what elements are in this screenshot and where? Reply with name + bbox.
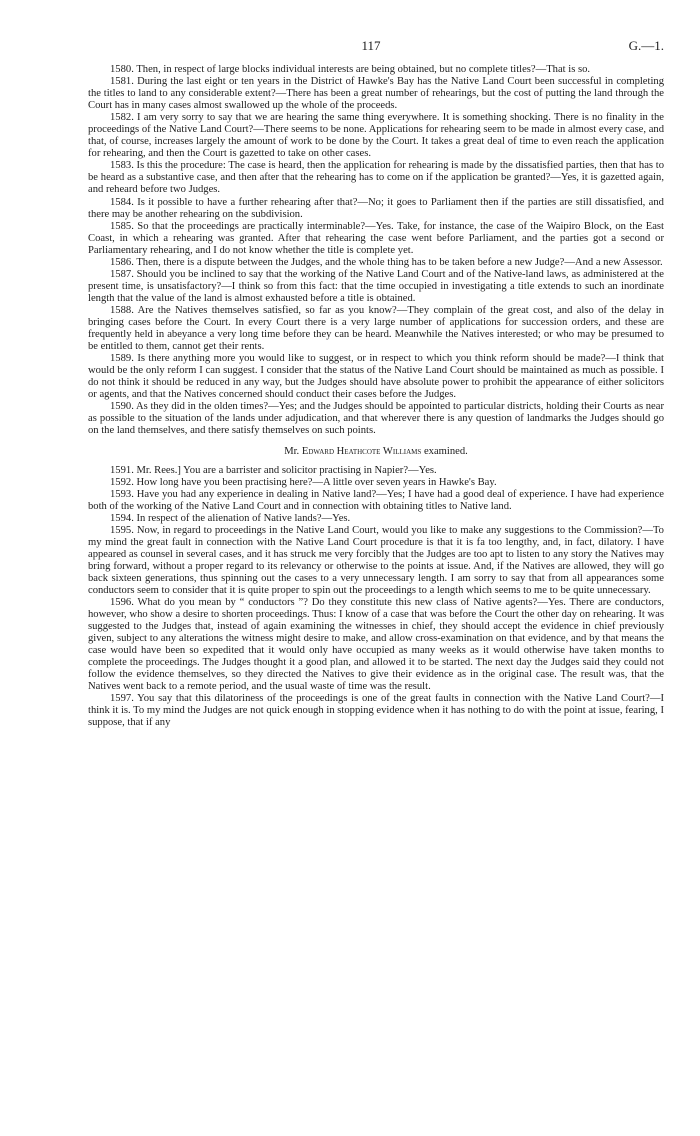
question-number: 1582. bbox=[110, 112, 134, 124]
question-number: 1597. bbox=[110, 693, 134, 705]
question-number: 1583. bbox=[110, 160, 134, 172]
question-text: I am very sorry to say that we are hearing the same thing everywhere. It is something shocking. There is no finality in the proceedings of the Native Land Court?—There seems to be none. Applications for rehearing seem to be made in almost every case, and that, of course, increases largely the amount of work to be done by the Court. It takes a great deal of time to even reach the application for rehearing, and then the Court is gazetted to take on other cases. bbox=[88, 112, 664, 160]
testimony-paragraph bbox=[88, 489, 664, 513]
question-text: Mr. Rees.] You are a barrister and solicitor practising in Napier?—Yes. bbox=[136, 464, 437, 476]
testimony-paragraph bbox=[88, 160, 664, 196]
question-number: 1595. bbox=[110, 524, 134, 536]
testimony-paragraph bbox=[88, 257, 664, 269]
testimony-paragraph bbox=[88, 597, 664, 693]
question-number: 1594. bbox=[110, 512, 134, 524]
testimony-section-one bbox=[88, 64, 664, 437]
question-text: Is there anything more you would like to suggest, or in respect to which you think reform should be made?—I think that would be the only reform I can suggest. I consider that the status of the Native Land Court should be maintained as much as possible. I do not think it should be reduced in any way, but the Judges should have absolute power to prohibit the appearance of either solicitors or agents, and that the Natives concerned should conduct their cases before the Judges. bbox=[88, 353, 664, 401]
witness-prefix: Mr. bbox=[284, 446, 300, 458]
question-text: Are the Natives themselves satisfied, so far as you know?—They complain of the great cost, and also of the delay in bringing cases before the Court. In every Court there is a very large number of applications for succession orders, and these are frequently held in abeyance a very long time before they can be heard. Meanwhile the Natives interested; or who may be presumed to be entitled to them, cannot get their rents. bbox=[88, 304, 664, 353]
testimony-paragraph bbox=[88, 693, 664, 729]
testimony-paragraph bbox=[88, 197, 664, 221]
testimony-paragraph bbox=[88, 64, 664, 76]
question-number: 1580. bbox=[110, 64, 134, 75]
question-number: 1584. bbox=[110, 196, 134, 208]
question-number: 1596. bbox=[110, 597, 134, 609]
testimony-paragraph bbox=[88, 513, 664, 525]
question-text: How long have you been practising here?—A little over seven years in Hawke's Bay. bbox=[136, 476, 497, 488]
question-text: In respect of the alienation of Native lands?—Yes. bbox=[136, 512, 351, 524]
testimony-paragraph bbox=[88, 465, 664, 477]
testimony-paragraph bbox=[88, 76, 664, 112]
testimony-paragraph bbox=[88, 112, 664, 160]
question-text: Then, there is a dispute between the Judges, and the whole thing has to be taken before a new Judge?—And a new Assessor. bbox=[136, 256, 663, 268]
question-text: Is it possible to have a further rehearing after that?—No; it goes to Parliament then if the parties are still dissatisfied, and there may be another rehearing on the subdivision. bbox=[88, 196, 664, 220]
question-number: 1591. bbox=[110, 464, 134, 476]
question-text: Should you be inclined to say that the working of the Native Land Court and of the Native-land laws, as administered at the present time, is unsatisfactory?—I think so from this fact: that the time occupied in investigating a title extends to such an inordinate length that the value of the land is almost exhausted before a title is obtained. bbox=[88, 268, 665, 304]
question-number: 1593. bbox=[110, 488, 134, 500]
testimony-paragraph bbox=[88, 401, 664, 437]
witness-heading bbox=[88, 446, 664, 458]
question-number: 1585. bbox=[110, 220, 134, 232]
testimony-paragraph bbox=[88, 477, 664, 489]
question-text: As they did in the olden times?—Yes; and the Judges should be appointed to particular districts, holding their Courts as near as possible to the situation of the lands under adjudication, and that wherever there is any question of landmarks the Judges should go on the land themselves, and there satisfy themselves on such points. bbox=[88, 401, 664, 437]
question-number: 1587. bbox=[110, 268, 134, 280]
testimony-section-two bbox=[88, 465, 664, 730]
witness-suffix: examined. bbox=[423, 446, 468, 458]
question-number: 1586. bbox=[110, 256, 134, 268]
question-text: What do you mean by “ conductors ”? Do they constitute this new class of Native agents?—Yes. There are conductors, however, who show a desire to shorten proceedings. Thus: I know of a case that was before the Court the other day on rehearing. It was suggested to the Judges that, instead of again examining the witnesses in chief, they should accept the evidence in chief previously given, subject to any alterations the witness might desire to make, and allow cross-examination on that evidence, and by that means the case would have been so expedited that it would only have occupied as many weeks as it would otherwise have taken months to complete the proceedings. The Judges thought it a good plan, and allowed it to be started. The next day the Judges said they could not follow the evidence themselves, so they directed the Natives to give their evidence as in the original case. The result was, that the Natives went back to a remote period, and the usual waste of time was the result. bbox=[88, 597, 664, 693]
testimony-paragraph bbox=[88, 305, 664, 353]
testimony-paragraph bbox=[88, 221, 664, 257]
witness-name: Edward Heathcote Williams bbox=[301, 446, 422, 458]
question-number: 1581. bbox=[110, 76, 134, 88]
question-number: 1588. bbox=[110, 304, 134, 316]
question-text: So that the proceedings are practically interminable?—Yes. Take, for instance, the case of the Waipiro Block, on the East Coast, in which a rehearing was granted. After that rehearing the case went before Parliament, and the parties got a second or Parliamentary rehearing, and I do not know whether the title is complete yet. bbox=[88, 220, 664, 256]
question-text: During the last eight or ten years in the District of Hawke's Bay has the Native Land Court been successful in completing the titles to land to any considerable extent?—There has been a great number of rehearings, but the cost of putting the land through the Court has in many cases almost swallowed up the whole of the proceeds. bbox=[88, 76, 664, 112]
question-text: You say that this dilatoriness of the proceedings is one of the great faults in connection with the Native Land Court?—I think it is. To my mind the Judges are not quick enough in stopping evidence when it has nothing to do with the point at issue, fearing, I suppose, that if any bbox=[88, 693, 664, 729]
question-text: Then, in respect of large blocks individual interests are being obtained, but no complete titles?—That is so. bbox=[136, 64, 591, 75]
question-number: 1592. bbox=[110, 476, 134, 488]
question-text: Have you had any experience in dealing in Native land?—Yes; I have had a good deal of experience. I have had experience both of the working of the Native Land Court and in connection with obtaining titles to Native land. bbox=[88, 488, 664, 512]
question-number: 1590. bbox=[110, 401, 134, 413]
page-header bbox=[88, 40, 664, 64]
testimony-paragraph bbox=[88, 525, 664, 597]
testimony-paragraph bbox=[88, 269, 664, 305]
question-text: Is this the procedure: The case is heard, then the application for rehearing is made by the dissatisfied parties, then that has to be heard as a substantive case, and then after that the rehearing has to come on if the application be granted?—Yes, it is gazetted again, and reheard before two Judges. bbox=[88, 160, 664, 196]
testimony-paragraph bbox=[88, 353, 664, 401]
document-reference: G.—1. bbox=[628, 38, 664, 53]
question-text: Now, in regard to proceedings in the Native Land Court, would you like to make any suggestions to the Commission?—To my mind the great fault in connection with the Native Land Court procedure is that it is fa too lengthy, and, in fact, dilatory. I have appeared as counsel in several cases, and it has struck me very forcibly that the Judges are too apt to listen to any story the Natives may bring forward, without a proper regard to its relevancy or otherwise to the points at issue. And, if the Natives are allowed, they will go back sixteen generations, thus spinning out the cases to a very unnecessary length. I am sorry to say that from all appearances some conductors seem to consider that it is quite proper to spin out the proceedings to a length which seems to me to be quite unnecessary. bbox=[88, 524, 664, 596]
question-number: 1589. bbox=[110, 353, 134, 365]
page-number: 117 bbox=[361, 38, 381, 53]
